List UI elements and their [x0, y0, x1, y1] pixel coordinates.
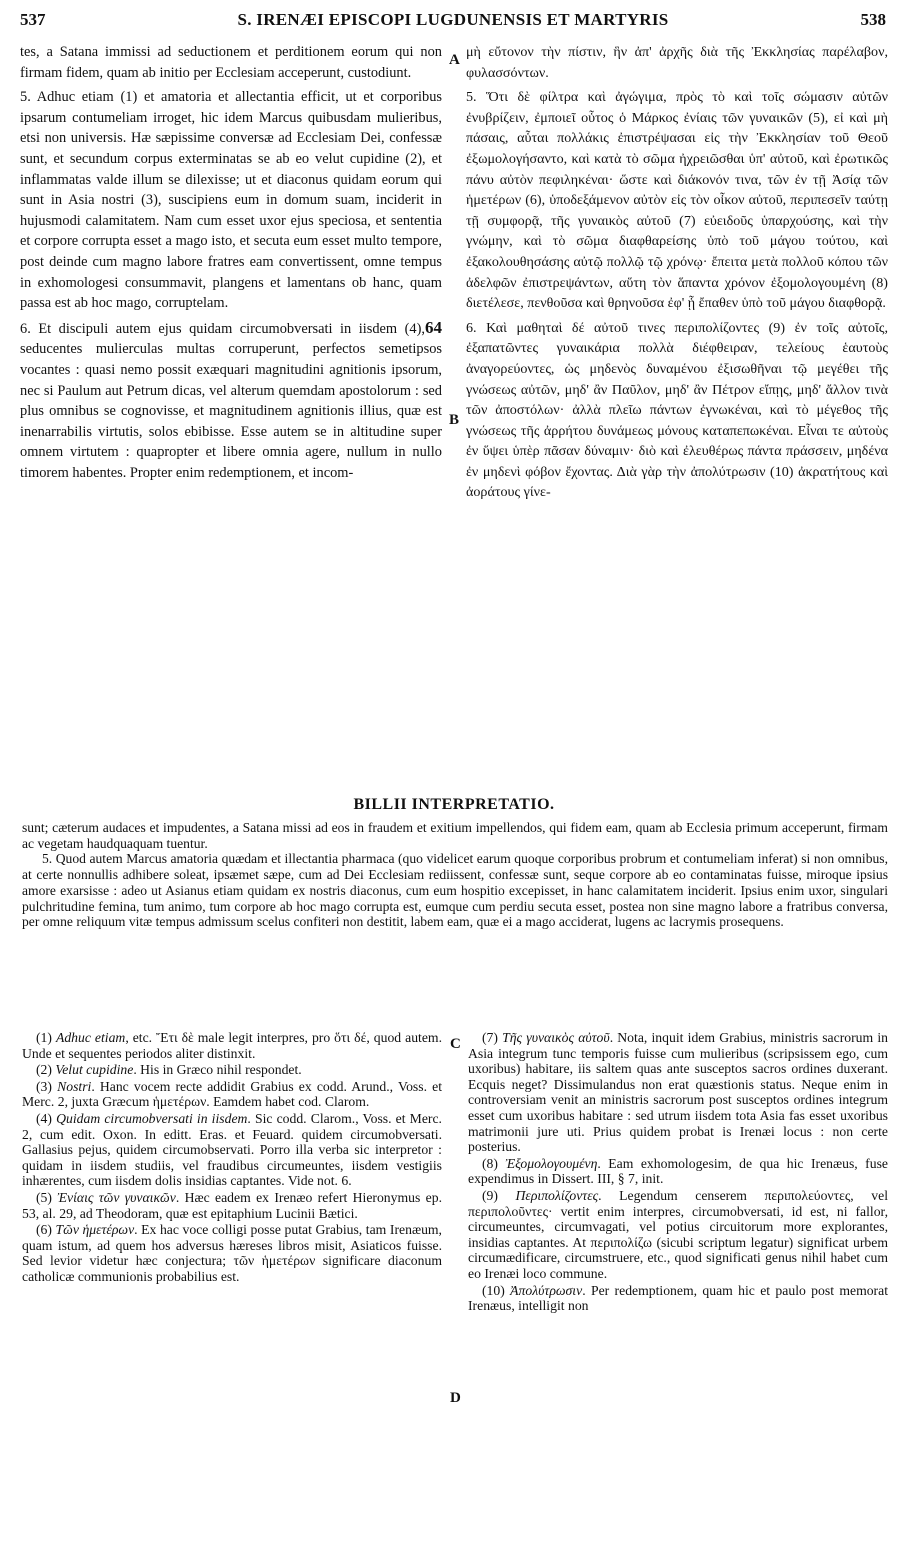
footnote-lemma: Velut cupidine: [55, 1062, 134, 1078]
latin-paragraph: [20, 318, 442, 484]
interpretatio-heading: BILLII INTERPRETATIO.: [353, 796, 555, 813]
latin-paragraph-rest: seducentes mulierculas multas corruperunt, perfectos semetipsos vocantes : quasi nemo possit exæquari magnitudini agnitionis ipsorum, nec si Paulum aut Petrum dicas, vel alterum quemdam apostolorum : sed plus omnibus se cognovisse, et magnitudinem agnitionis illius, quæ est inenarrabilis virtutis, solos ebibisse. Esse autem se in altitudine super omnem virtutem : quapropter et libere omnia agere, nullum in nullo timorem habentes. Propter enim redemptionem, et incom-: [20, 341, 442, 481]
footnote-text: . Legendum censerem περιπολεύοντες, vel περιπολοῦντες· vertit enim interpres, circumobversati, id est, ni fallor, circumeuntes, circumvagati, vel potius circuitorum more explorantes, insidias captantes. At περιπολίζω (sicubi scriptum legatur) significat urbem circumædificare, circumstruere, etc., quod significati genus nihil habet cum eo Irenæi loco commune.: [468, 1187, 888, 1281]
latin-paragraph-start: 6. Et discipuli autem ejus quidam circumobversati in iisdem (4),: [20, 320, 425, 337]
footnote-number: (10): [482, 1282, 511, 1298]
interpretatio-paragraph: sunt; cæterum audaces et impudentes, a Satana missi ad eos in fraudem et exitium impellendos, qui fidem eam, quam ab Ecclesia primum acceperunt, firmam ac vegetam haudquaquam tuentur.: [22, 820, 888, 851]
footnote-number: (4): [36, 1110, 57, 1126]
footnote-number: (3): [36, 1078, 58, 1094]
footnote-number: (7): [482, 1030, 503, 1045]
margin-mark-d: D: [450, 1390, 461, 1406]
page-number-right: 538: [860, 10, 886, 29]
footnote-text: . His in Græco nihil respondet.: [133, 1062, 302, 1078]
footnote-number: (2): [36, 1062, 56, 1078]
footnote: [468, 1283, 888, 1314]
interpretatio-body: [22, 820, 888, 930]
margin-mark-a: A: [449, 52, 460, 68]
greek-paragraph: 5. Ὅτι δὲ φίλτρα καὶ ἀγώγιμα, πρὸς τὸ καὶ τοῖς σώμασιν αὐτῶν ἐνυβρίζειν, ἐμποιεῖ οὗτος ὁ Μάρκος ἐνίαις τῶν γυναικῶν (5), εἰ καὶ μὴ πάσαις, αὗται πολλάκις ἐπιστρέψασαι εἰς τὴν Ἐκκλησίαν τοῦ Θεοῦ ἐξωμολογήσαντο, καὶ κατὰ τὸ σῶμα ἠχρειῶσθαι ὑπ' αὐτοῦ, καὶ ἐρωτικῶς πάνυ αὐτὸν πεφιληκέναι· ὥστε καὶ διάκονόν τινα, τῶν ἐν τῇ Ἀσίᾳ τῶν ἡμετέρων (6), ὑποδεξάμενον αὐτὸν εἰς τὸν οἶκον αὐτοῦ, περιπεσεῖν ταύτῃ τῇ συμφορᾷ, τῆς γυναικὸς αὐτοῦ (7) εὐειδοῦς ὑπαρχούσης, καὶ τὴν γνώμην, καὶ τὸ σῶμα διαφθαρείσης ὑπὸ τοῦ μάγου τούτου, καὶ ἐξακολουθησάσης αὐτῷ πολλῷ τῷ χρόνῳ· ἔπειτα μετὰ πολλοῦ κόπου τῶν ἀδελφῶν ἐπιστρεψάντων, αὕτη τὸν ἅπαντα χρόνον ἐξομολογουμένη (8) διετέλεσε, πενθοῦσα καὶ θρηνοῦσα ἐφ' ᾗ ἔπαθεν ὑπὸ τοῦ μάγου διαφθορᾷ.: [466, 89, 888, 312]
footnote-number: (5): [36, 1189, 58, 1205]
footnote-number: (1): [36, 1030, 56, 1045]
footnote-text: . Ex hac voce colligi posse putat Grabius, tam Irenæum, quam istum, ad quem hos adversus hæreses libros misit, Asiaticos fuisse. Sed levior videtur hæc conjectura; τῶν ἡμετέρων significare diaconum catholicæ communionis probabilius est.: [22, 1222, 442, 1284]
greek-paragraph: 6. Καὶ μαθηταὶ δέ αὐτοῦ τινες περιπολίζοντες (9) ἐν τοῖς αὐτοῖς, ἐξαπατῶντες γυναικάρια πολλὰ διέφθειραν, τελείους ἑαυτοὺς ἀναγορεύοντες, ὡς μηδενὸς δυναμένου ἐξισωθῆναι τῷ μεγέθει τῆς γνώσεως αὐτῶν, μηδ' ἂν Παῦλον, μηδ' ἂν Πέτρον εἴπῃς, μηδ' ἄλλον τινὰ τῶν ἀποστόλων· ἀλλὰ πλεῖω πάντων ἐγνωκέναι, καὶ τὸ μέγεθος τῆς γνώσεως τῆς ἀρρήτου δυνάμεως μόνους καταπεπωκέναι. Εἶναι τε αὐτοὺς ἐν ὕψει ὑπὲρ πᾶσαν δύναμιν· διὸ καὶ ἐλευθέρως πάντα πράσσειν, μηδένα ἐν μηδενὶ φόβον ἔχοντας. Διὰ γὰρ τὴν ἀπολύτρωσιν (10) ἀκρατήτους καὶ ἀοράτους γίνε-: [466, 319, 888, 501]
footnote-text: . Hæc eadem ex Irenæo refert Hieronymus ep. 53, al. 29, ad Theodoram, quæ est epitaphium Lucinii Bætici.: [22, 1189, 442, 1221]
footnote-lemma: Περιπολίζοντες: [515, 1187, 599, 1203]
footnote-text: , etc. Ἔτι δὲ male legit interpres, pro ὅτι δέ, quod autem. Unde et sequentes periodos aliter distinxit.: [22, 1030, 442, 1061]
footnote-lemma: Ἀπολύτρωσιν: [510, 1282, 583, 1298]
latin-column: [20, 42, 442, 792]
footnote-lemma: Τῆς γυναικὸς αὐτοῦ: [502, 1030, 610, 1045]
footnote: [22, 1079, 442, 1110]
page-number-left: 537: [20, 10, 46, 29]
latin-paragraph: tes, a Satana immissi ad seductionem et perditionem eorum qui non firmam fidem, quam ab initio per Ecclesiam acceperunt, custodiunt.: [20, 44, 442, 81]
footnote-text: . Sic codd. Clarom., Voss. et Merc. 2, cum edit. Oxon. In editt. Eras. et Feuard. quidem circumobversati. Gallasius pejus, quidem circumobservati. Porro illa verba sic interpretor : quidam in iisdem studiis, vel fraudibus circumeuntes, iisdem vestigiis inhærentes, cum iisdem dolis insidias captantes. Vide not. 6.: [22, 1110, 442, 1189]
footnote-number: (6): [36, 1222, 56, 1238]
footnote: [22, 1111, 442, 1189]
footnote: [22, 1030, 442, 1061]
footnote-text: . Nota, inquit idem Grabius, ministris sacrorum in Asia integrum tunc temporis fuisse cum mulieribus (scripsissem ego, cum uxoribus) habitare, iis saltem quas ante susceptos sacros ordines duxerant. Ecquis neget? Dissimulandus non erat quæstionis status. Neque enim in controversiam venit an ministris sacrorum post susceptos ordines integrum esset cum uxoribus habitare : sed utrum iisdem tota Asia fas esset uxoribus matrimonii jure uti. Prius quidem probat is Irenæi locus : non certe posterius.: [468, 1030, 888, 1155]
footnote: [22, 1222, 442, 1284]
footnote-lemma: Ἐνίαις τῶν γυναικῶν: [57, 1189, 176, 1205]
margin-mark-b: B: [449, 412, 460, 428]
greek-column: [466, 42, 888, 792]
footnote: [22, 1062, 442, 1078]
footnote-lemma: Adhuc etiam: [55, 1030, 126, 1045]
footnote: [468, 1156, 888, 1187]
footnote-text: . Hanc vocem recte addidit Grabius ex codd. Arund., Voss. et Merc. 2, juxta Græcum ἡμετέρων. Eamdem habet cod. Clarom.: [22, 1078, 442, 1110]
footnote-text: . Eam exhomologesim, de qua hic Irenæus, fuse expendimus in Dissert. III, § 7, init.: [468, 1155, 888, 1187]
footnote: [468, 1188, 888, 1282]
margin-mark-c: C: [450, 1036, 461, 1052]
footnote-number: (9): [482, 1187, 516, 1203]
footnotes-right: [468, 1030, 888, 1550]
footnote-lemma: Quidam circumobversati in iisdem: [56, 1110, 248, 1126]
footnote: [22, 1190, 442, 1221]
footnotes-left: [22, 1030, 442, 1550]
footnote-number: (8): [482, 1155, 506, 1171]
footnote-lemma: Ἐξομολογουμένη: [505, 1155, 598, 1171]
running-header: [20, 10, 886, 36]
running-title: S. IRENÆI EPISCOPI LUGDUNENSIS ET MARTYRIS: [237, 10, 669, 29]
footnote: [468, 1030, 888, 1155]
interpretatio-paragraph: 5. Quod autem Marcus amatoria quædam et illectantia pharmaca (quo videlicet earum quoque corporibus probrum et contumeliam inferat) si non omnibus, at certe nonnullis adhibere soleat, ipsæmet sæpe, cum ad Dei Ecclesiam rediissent, confessæ sunt, seque corpore ab eo contaminatas fuisse, miroque ipsius amore exarsisse : adeo ut Asianus etiam quidam ex nostris diaconus, cum eum hospitio excepisset, in hanc calamitatem inciderit. Ipsius enim uxor, singulari pulchritudine femina, tum animo, tum corpore ab hoc mago corrupta est, eumque cum perdiu secuta esset, postea non sine magno labore a fratribus conversa, per omne reliquum vitæ tempus admissum scelus confiteri non destitit, labem eam, quæ ei a mago acciderat, lugens ac lacrymis prosequens.: [22, 851, 888, 930]
footnote-lemma: Τῶν ἡμετέρων: [55, 1222, 135, 1238]
latin-paragraph: 5. Adhuc etiam (1) et amatoria et allectantia efficit, ut et corporibus ipsarum contumeliam irroget, hic idem Marcus quibusdam mulieribus, etsi non universis. Hæ sæpissime conversæ ad Ecclesiam Dei, confessæ sunt, et secundum corpus exterminatas se ab eo velut cupidine (2), et inflammatas valde illum se dilexisse; ut et diaconus quidam eorum qui sunt in Asia nostri (3), suscipiens eum in domum suam, inciderit in hujusmodi calamitatem. Nam cum esset uxor ejus speciosa, et sententia et corpore corrupta esset a mago isto, et secuta eum esset multo tempore, post deinde cum magno labore fratres eam convertissent, omne tempus in exhomologesi consummavit, plangens et lamentans ob hanc, quam passa est ab hoc mago, corruptelam.: [20, 89, 442, 312]
footnote-lemma: Nostri: [57, 1078, 92, 1094]
column-number: 64: [425, 317, 442, 337]
greek-paragraph: μὴ εὔτονον τὴν πίστιν, ἣν ἀπ' ἀρχῆς διὰ τῆς Ἐκκλησίας παρέλαβον, φυλασσόντων.: [466, 44, 888, 81]
footnote-text: . Per redemptionem, quam hic et paulo post memorat Irenæus, intelligit non: [468, 1282, 888, 1314]
